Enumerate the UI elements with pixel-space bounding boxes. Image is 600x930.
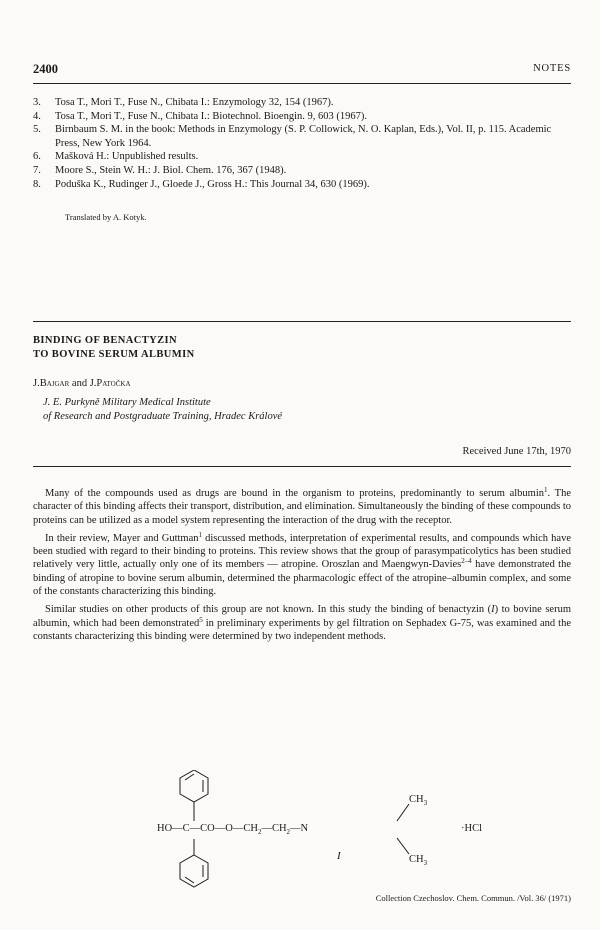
citation-marker: 1 [544,486,548,494]
title-line: TO BOVINE SERUM ALBUMIN [33,348,195,360]
affiliation-line: J. E. Purkyně Military Medical Institute [43,397,211,408]
text-run: in preliminary experiments by gel filtration on Sephadex G-75, was examined and the constants characterizing this binding were determined by two independent methods. [33,617,571,642]
section-rule-top [33,321,571,322]
reference-number: 4. [33,110,41,122]
chemical-structure [153,770,513,900]
citation-marker: 1 [198,530,202,539]
reference-number: 6. [33,151,41,163]
reference-list [33,96,571,191]
citation-marker: 2–4 [461,557,472,566]
compound-reference: I [491,604,495,616]
text-run: Similar studies on other products of this group are not known. In this study the binding of benactyzin ( [45,604,492,616]
phenyl-ring-bottom [180,855,208,887]
author-name: J.Patočka [89,378,131,389]
reference-number: 3. [33,97,41,108]
text-run: discussed methods, interpretation of experimental results, and compounds which have been studied with regard to their binding to proteins. This review shows that the group of parasympaticolytics has been studied relatively very little, actually only one of its members — atropine. Oroszlan and Maengwyn-Davies [33,532,571,571]
text-run: have demonstrated the binding of atropine to bovine serum albumin, determined the pharmacologic effect of the atropine–albumin complex, and some of the constants characterizing this binding. [33,559,571,598]
structure-chain [157,823,308,836]
header-rule [33,83,571,84]
reference-text: Poduška K., Rudinger J., Gloede J., Gross H.: This Journal 34, 630 (1969). [55,178,370,190]
hcl-salt: ·HCl [461,823,482,834]
text-run: . The character of this binding affects their transport, distribution, and elimination. Simultaneously the binding of these compounds to proteins can be utilized as a model system representing the interaction of the drug with the receptor. [33,488,572,526]
reference-item [33,110,571,124]
compound-label: I [337,850,341,862]
received-date: Received June 17th, 1970 [462,446,571,457]
subscript: 3 [423,859,428,868]
author-name: J.Bajgar [33,378,70,389]
reference-number: 7. [33,164,41,176]
reference-text: Mašková H.: Unpublished results. [55,151,199,163]
phenyl-ring-top [180,770,208,802]
reference-number: 5. [33,124,41,136]
chain-text: —N [290,823,309,834]
methyl-text: CH [409,794,424,805]
subscript: 3 [423,799,428,808]
text-run: Many of the compounds used as drugs are bound in the organism to proteins, predominantly to serum albumin [45,488,545,499]
methyl-group-top [409,794,427,807]
section-rule-bottom [33,466,571,467]
paragraph [33,603,571,643]
affiliation-line: of Research and Postgraduate Training, Hradec Králové [43,410,283,422]
text-run: ) to bovine serum albumin, which had been demonstrated [33,604,571,629]
journal-footer: Collection Czechoslov. Chem. Commun. /Vol. 36/ (1971) [375,893,571,903]
subscript: 2 [257,828,262,837]
paragraph [33,487,571,527]
reference-number: 8. [33,178,41,190]
reference-item [33,178,571,192]
note-title [33,334,195,361]
section-name: NOTES [533,63,571,74]
reference-item [33,150,571,164]
methyl-group-bottom [409,854,427,867]
reference-text: Tosa T., Mori T., Fuse N., Chibata I.: Enzymology 32, 154 (1967). [55,97,334,108]
translator-credit: Translated by A. Kotyk. [65,212,147,222]
reference-text: Moore S., Stein W. H.: J. Biol. Chem. 176, 367 (1948). [55,164,287,176]
page-number: 2400 [33,62,58,76]
article-body [33,487,571,648]
text-run: In their review, Mayer and Guttman [45,532,199,544]
running-head [33,62,571,80]
chain-text: HO—C—CO—O—CH [157,823,258,834]
reference-item [33,123,571,150]
author-conjunction: and [71,378,88,389]
affiliation [43,396,282,423]
reference-item [33,96,571,110]
journal-page [33,0,571,930]
authors [33,378,131,389]
subscript: 2 [286,828,291,837]
reference-item [33,164,571,178]
reference-text: Birnbaum S. M. in the book: Methods in Enzymology (S. P. Collowick, N. O. Kaplan, Eds.), Vol. II, p. 115. Academic Press, New York 1964. [55,124,552,149]
paragraph [33,532,571,598]
title-line: BINDING OF BENACTYZIN [33,335,177,346]
reference-text: Tosa T., Mori T., Fuse N., Chibata I.: Biotechnol. Bioengin. 9, 603 (1967). [55,110,368,122]
citation-marker: 5 [199,615,203,624]
chain-text: —CH [261,823,287,834]
methyl-text: CH [409,854,424,865]
